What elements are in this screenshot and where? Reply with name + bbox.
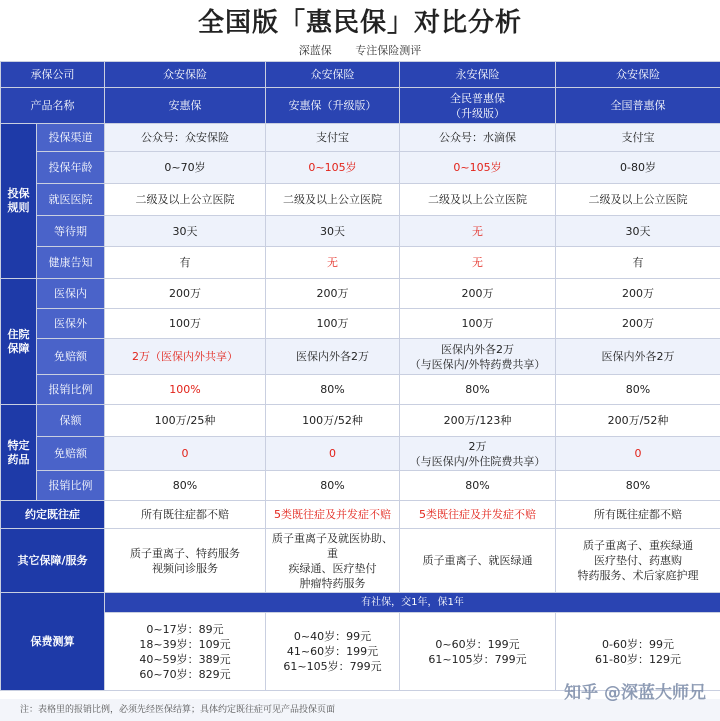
table-cell: 200万 xyxy=(556,309,720,339)
product-row xyxy=(1,88,720,124)
table-row xyxy=(1,247,720,279)
table-row xyxy=(1,405,720,437)
table-row xyxy=(1,124,720,152)
table-cell: 80% xyxy=(556,375,720,405)
table-row xyxy=(1,339,720,375)
page-title: 全国版「惠民保」对比分析 xyxy=(197,8,522,38)
table-cell: 质子重离子、特药服务 视频问诊服务 xyxy=(105,529,266,593)
table-cell: 质子重离子及就医协助、重 疾绿通、医疗垫付 肿瘤特药服务 xyxy=(266,529,400,593)
table-cell: 100% xyxy=(105,375,266,405)
table-row xyxy=(1,593,720,613)
table-row xyxy=(1,437,720,471)
table-row xyxy=(1,501,720,529)
table-cell: 30天 xyxy=(105,216,266,247)
table-cell: 2万（医保内外共享） xyxy=(105,339,266,375)
company-cell: 永安保险 xyxy=(400,62,556,88)
table-cell: 无 xyxy=(400,216,556,247)
table-cell: 200万 xyxy=(400,279,556,309)
group-label-hospital: 住院 保障 xyxy=(1,279,37,405)
table-cell: 所有既往症都不赔 xyxy=(556,501,720,529)
table-cell: 100万 xyxy=(105,309,266,339)
premium-note: 有社保，交1年，保1年 xyxy=(105,593,720,613)
table-row xyxy=(1,152,720,184)
row-label: 报销比例 xyxy=(37,471,105,501)
table-cell: 公众号：众安保险 xyxy=(105,124,266,152)
table-cell: 80% xyxy=(556,471,720,501)
product-cell: 安惠保（升级版） xyxy=(266,88,400,124)
table-cell: 0~105岁 xyxy=(266,152,400,184)
table-cell: 质子重离子、就医绿通 xyxy=(400,529,556,593)
table-cell: 医保内外各2万 （与医保内/外特药费共享） xyxy=(400,339,556,375)
table-cell: 200万/123种 xyxy=(400,405,556,437)
product-cell: 安惠保 xyxy=(105,88,266,124)
group-label-drugs: 特定 药品 xyxy=(1,405,37,501)
table-cell: 所有既往症都不赔 xyxy=(105,501,266,529)
table-cell: 二级及以上公立医院 xyxy=(266,184,400,216)
comparison-table xyxy=(0,61,720,691)
product-cell: 全国普惠保 xyxy=(556,88,720,124)
table-cell: 公众号：水滴保 xyxy=(400,124,556,152)
table-row xyxy=(1,309,720,339)
row-label: 投保年龄 xyxy=(37,152,105,184)
company-row xyxy=(1,62,720,88)
table-cell: 30天 xyxy=(266,216,400,247)
row-label: 就医医院 xyxy=(37,184,105,216)
table-cell: 5类既往症及并发症不赔 xyxy=(400,501,556,529)
table-cell: 0~105岁 xyxy=(400,152,556,184)
table-cell: 80% xyxy=(105,471,266,501)
table-cell: 医保内外各2万 xyxy=(266,339,400,375)
table-cell: 100万/52种 xyxy=(266,405,400,437)
table-row xyxy=(1,471,720,501)
group-label-rules: 投保 规则 xyxy=(1,124,37,279)
table-row xyxy=(1,279,720,309)
group-label-preexisting: 约定既往症 xyxy=(1,501,105,529)
table-cell: 0-80岁 xyxy=(556,152,720,184)
table-cell: 80% xyxy=(266,375,400,405)
table-cell: 100万 xyxy=(400,309,556,339)
table-cell: 0-60岁：99元 61-80岁：129元 xyxy=(556,613,720,691)
footnote: 注：表格里的报销比例，必须先经医保结算；具体约定既往症可见产品投保页面 xyxy=(0,699,720,721)
table-row xyxy=(1,184,720,216)
table-cell: 无 xyxy=(400,247,556,279)
row-label: 等待期 xyxy=(37,216,105,247)
group-label-premium: 保费测算 xyxy=(1,593,105,691)
brand-name: 深蓝保 xyxy=(298,44,332,57)
row-label: 报销比例 xyxy=(37,375,105,405)
table-cell: 200万 xyxy=(556,279,720,309)
watermark: 知乎 @深蓝大师兄 xyxy=(564,683,706,703)
table-cell: 0~17岁：89元 18~39岁：109元 40~59岁：389元 60~70岁：829元 xyxy=(105,613,266,691)
table-cell: 100万 xyxy=(266,309,400,339)
company-cell: 众安保险 xyxy=(556,62,720,88)
table-cell: 0 xyxy=(266,437,400,471)
subtitle xyxy=(0,42,720,58)
table-cell: 80% xyxy=(266,471,400,501)
table-cell: 200万 xyxy=(266,279,400,309)
company-cell: 众安保险 xyxy=(105,62,266,88)
table-cell: 0 xyxy=(105,437,266,471)
table-cell: 80% xyxy=(400,375,556,405)
table-cell: 二级及以上公立医院 xyxy=(105,184,266,216)
table-cell: 有 xyxy=(105,247,266,279)
row-label: 投保渠道 xyxy=(37,124,105,152)
table-cell: 2万 （与医保内/外住院费共享） xyxy=(400,437,556,471)
table-cell: 二级及以上公立医院 xyxy=(556,184,720,216)
product-cell: 全民普惠保 （升级版） xyxy=(400,88,556,124)
table-cell: 100万/25种 xyxy=(105,405,266,437)
row-label: 免赔额 xyxy=(37,437,105,471)
row-label: 医保内 xyxy=(37,279,105,309)
table-cell: 有 xyxy=(556,247,720,279)
brand-slogan: 专注保险测评 xyxy=(355,44,422,57)
table-cell: 200万 xyxy=(105,279,266,309)
product-label: 产品名称 xyxy=(1,88,105,124)
table-cell: 支付宝 xyxy=(266,124,400,152)
row-label: 医保外 xyxy=(37,309,105,339)
table-cell: 0~60岁：199元 61~105岁：799元 xyxy=(400,613,556,691)
table-row xyxy=(1,216,720,247)
table-cell: 5类既往症及并发症不赔 xyxy=(266,501,400,529)
row-label: 免赔额 xyxy=(37,339,105,375)
company-cell: 众安保险 xyxy=(266,62,400,88)
row-label: 健康告知 xyxy=(37,247,105,279)
group-label-other: 其它保障/服务 xyxy=(1,529,105,593)
table-cell: 30天 xyxy=(556,216,720,247)
table-row xyxy=(1,375,720,405)
table-cell: 二级及以上公立医院 xyxy=(400,184,556,216)
company-label: 承保公司 xyxy=(1,62,105,88)
table-cell: 0~70岁 xyxy=(105,152,266,184)
table-cell: 支付宝 xyxy=(556,124,720,152)
row-label: 保额 xyxy=(37,405,105,437)
table-cell: 无 xyxy=(266,247,400,279)
table-cell: 0 xyxy=(556,437,720,471)
table-cell: 80% xyxy=(400,471,556,501)
table-cell: 质子重离子、重疾绿通 医疗垫付、药惠购 特药服务、术后家庭护理 xyxy=(556,529,720,593)
table-row xyxy=(1,529,720,593)
table-cell: 200万/52种 xyxy=(556,405,720,437)
table-cell: 医保内外各2万 xyxy=(556,339,720,375)
table-cell: 0~40岁：99元 41~60岁：199元 61~105岁：799元 xyxy=(266,613,400,691)
